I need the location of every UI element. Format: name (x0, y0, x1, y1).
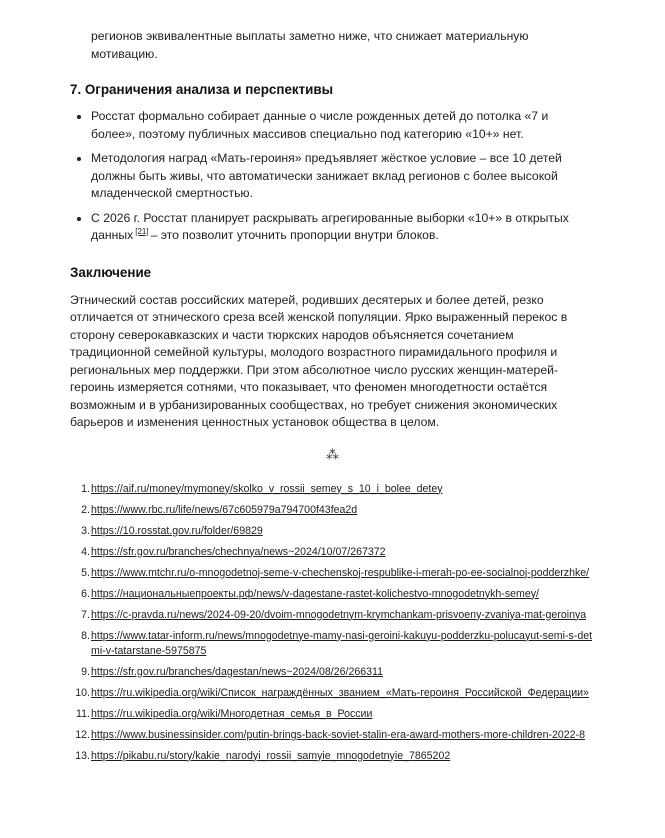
reference-item (75, 686, 595, 701)
list-item (91, 210, 595, 245)
reference-item (75, 728, 595, 743)
reference-item (81, 503, 595, 518)
reference-number: 8. (81, 629, 90, 642)
bullet-icon (77, 157, 81, 161)
reference-item (81, 587, 595, 602)
asterism-separator-icon: ⁂ (326, 446, 339, 462)
list-item-text: – это позволит уточнить пропорции внутри блоков. (150, 228, 439, 242)
reference-item (81, 608, 595, 623)
list-item (91, 108, 595, 143)
references-list (70, 482, 595, 764)
reference-link[interactable]: https://ru.wikipedia.org/wiki/Многодетная_семья_в_России (91, 707, 373, 720)
list-item-text: Методология наград «Мать-героиня» предъявляет жёсткое условие – все 10 детей должны быть живы, что автоматически занижает вклад регионов с более высокой младенческой смертностью. (91, 151, 562, 200)
list-item (91, 150, 595, 203)
reference-item (81, 566, 595, 581)
limitations-list (70, 108, 595, 245)
reference-number: 10. (75, 686, 90, 699)
citation-link[interactable]: [21] (135, 227, 149, 236)
reference-link[interactable]: https://ru.wikipedia.org/wiki/Список_награждённых_званием_«Мать-героиня_Российской_Федерации» (91, 686, 589, 699)
reference-link[interactable]: https://c-pravda.ru/news/2024-09-20/dvoim-mnogodetnym-krymchankam-prisvoeny-zvaniya-mat-geroinya (91, 608, 587, 621)
reference-link[interactable]: https://национальныепроекты.рф/news/v-dagestane-rastet-kolichestvo-mnogodetnykh-semey/ (91, 587, 539, 600)
reference-item (81, 629, 595, 659)
continuation-paragraph: регионов эквивалентные выплаты заметно ниже, что снижает материальную мотивацию. (91, 29, 529, 61)
reference-item (81, 482, 595, 497)
reference-link[interactable]: https://pikabu.ru/story/kakie_narodyi_rossii_samyie_mnogodetnyie_7865202 (91, 749, 451, 762)
reference-link[interactable]: https://www.mtchr.ru/o-mnogodetnoj-seme-v-chechenskoj-respublike-i-merah-po-ee-socialnoj-podderzhke/ (91, 566, 590, 579)
reference-number: 6. (81, 587, 90, 600)
conclusion-heading: Заключение (70, 264, 152, 280)
list-item-text: Росстат формально собирает данные о числе рожденных детей до потолка «7 и более», поэтому публичных массивов специально под категорию «10+» нет. (91, 109, 549, 141)
reference-item (75, 749, 595, 764)
reference-number: 7. (81, 608, 90, 621)
reference-link[interactable]: https://10.rosstat.gov.ru/folder/69829 (91, 524, 263, 537)
reference-item (81, 545, 595, 560)
reference-link[interactable]: https://www.tatar-inform.ru/news/mnogodetnye-mamy-nasi-geroini-kakuyu-podderzku-polucayut-semi-s-detmi-v-tatarstane-5975875 (91, 629, 593, 657)
reference-link[interactable]: https://www.rbc.ru/life/news/67c605979a794700f43fea2d (91, 503, 358, 516)
conclusion-paragraph: Этнический состав российских матерей, родивших десятерых и более детей, резко отличается от этнического среза всей женской популяции. Ярко выраженный перекос в сторону северокавказских и части тюркских народов объясняется сочетанием традиционной семейной культуры, молодого возрастного пирамидального профиля и региональных мер поддержки. При этом абсолютное число русских женщин-матерей-героинь измеряется сотнями, что показывает, что феномен многодетности остаётся возможным и в урбанизированных сообществах, но требует снижения экономических барьеров и изменения ценностных установок общества в целом. (70, 292, 568, 429)
reference-number: 5. (81, 566, 90, 579)
reference-number: 1. (81, 482, 90, 495)
reference-number: 11. (76, 707, 90, 720)
reference-number: 3. (81, 524, 90, 537)
reference-number: 4. (81, 545, 90, 558)
list-item-text: С 2026 г. Росстат планирует раскрывать агрегированные выборки «10+» в открытых данных (91, 210, 569, 242)
reference-link[interactable]: https://www.businessinsider.com/putin-brings-back-soviet-stalin-era-award-mothers-more-children-2022-8 (91, 728, 585, 741)
reference-item (76, 707, 595, 722)
reference-number: 12. (75, 728, 90, 741)
reference-link[interactable]: https://sfr.gov.ru/branches/chechnya/news~2024/10/07/267372 (91, 545, 386, 558)
bullet-icon (77, 217, 81, 221)
bullet-icon (77, 115, 81, 119)
reference-number: 13. (75, 749, 90, 762)
reference-link[interactable]: https://sfr.gov.ru/branches/dagestan/news~2024/08/26/266311 (91, 665, 384, 678)
reference-number: 9. (81, 665, 90, 678)
section-7-heading: 7. Ограничения анализа и перспективы (70, 82, 334, 97)
reference-item (81, 524, 595, 539)
reference-link[interactable]: https://aif.ru/money/mymoney/skolko_v_rossii_semey_s_10_i_bolee_detey (91, 482, 443, 495)
reference-number: 2. (81, 503, 90, 516)
reference-item (81, 665, 595, 680)
